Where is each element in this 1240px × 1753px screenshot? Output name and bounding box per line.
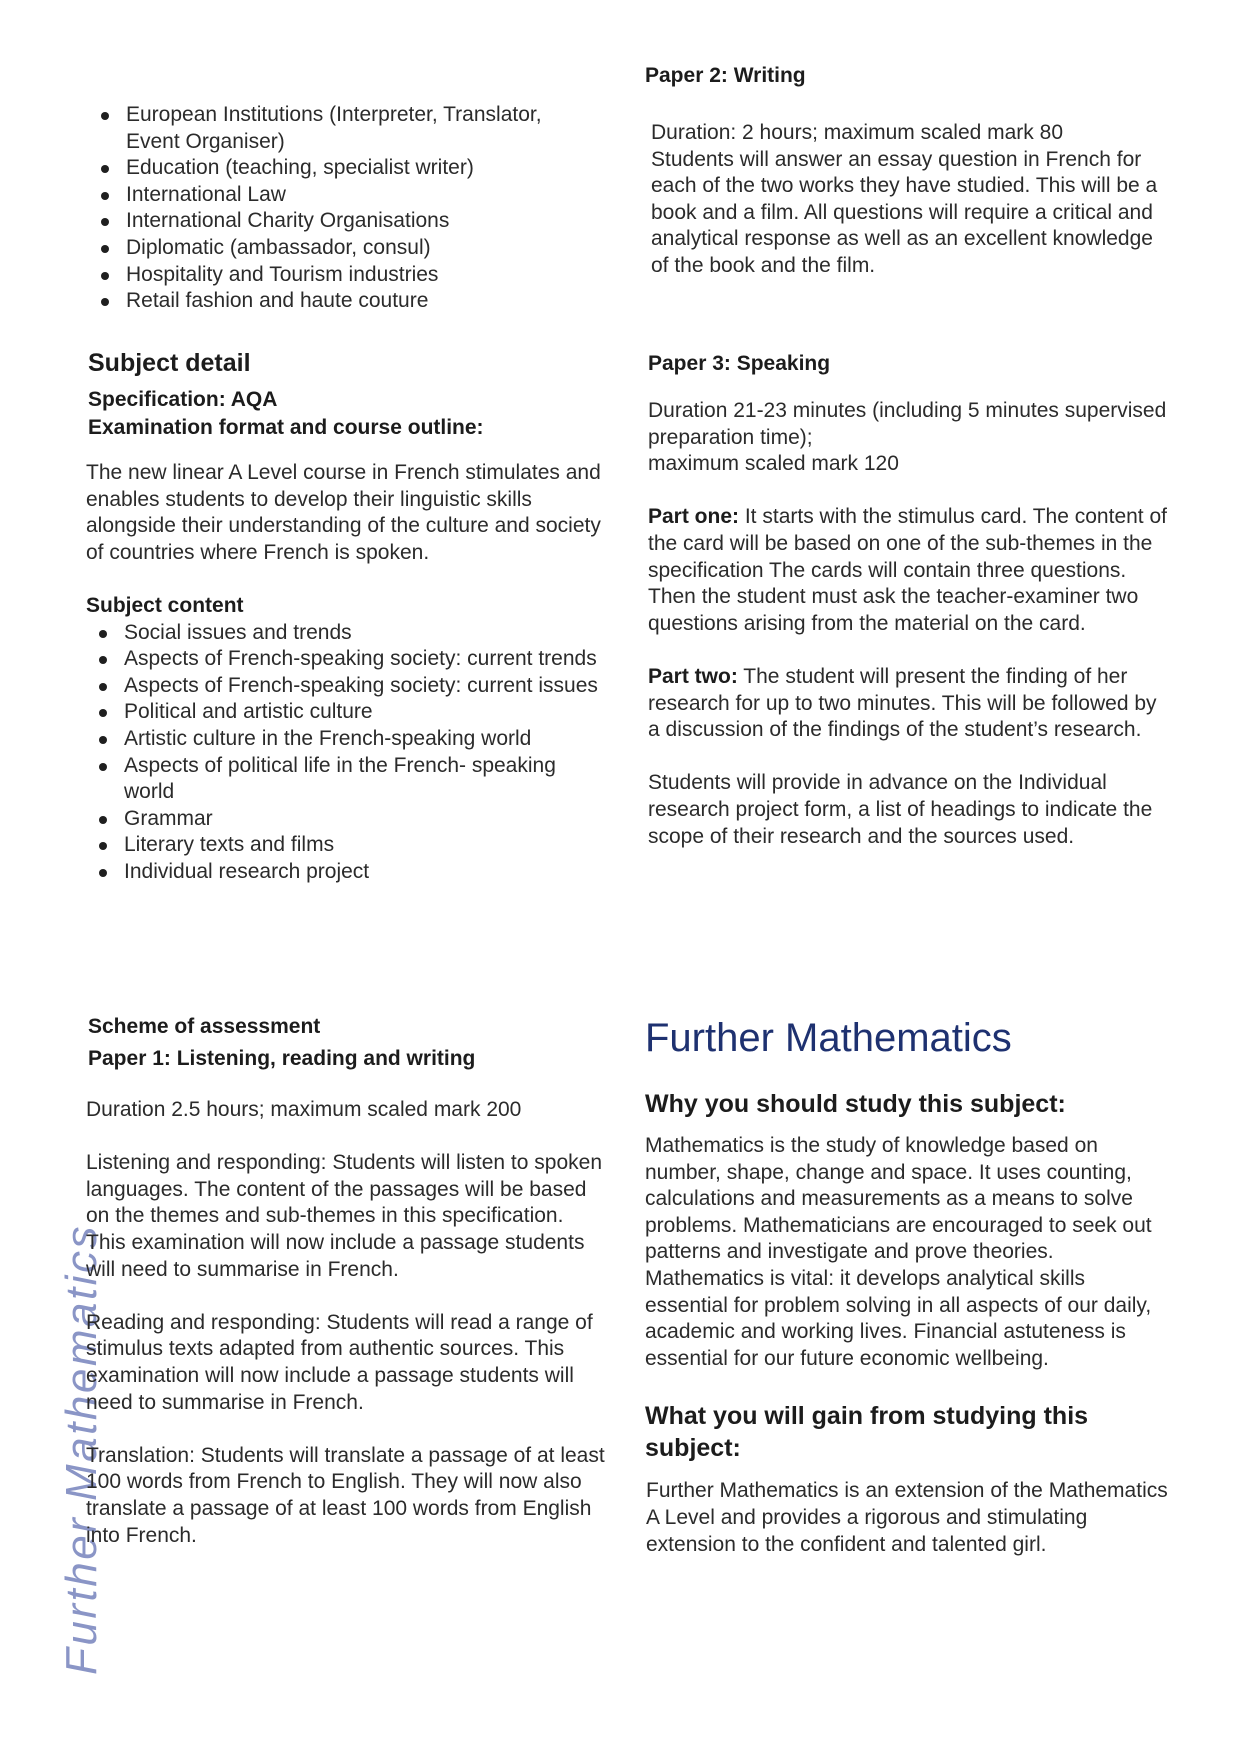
career-list-item: Diplomatic (ambassador, consul): [88, 235, 598, 262]
subject-content-item: Political and artistic culture: [86, 699, 608, 726]
part-one-text: It starts with the stimulus card. The content of the card will be based on one of the sub-themes in the specification The cards will contain three questions. Then the student must ask the teacher-examiner two questions arising from the material on the card.: [648, 505, 1167, 635]
scheme-heading: Scheme of assessment: [88, 1015, 321, 1038]
why-study-heading: Why you should study this subject:: [645, 1090, 1066, 1118]
paper3-duration: Duration 21-23 minutes (including 5 minutes supervised preparation time);: [648, 399, 1167, 449]
scheme-section: [88, 1013, 608, 1549]
what-gain-heading: What you will gain from studying this subject:: [645, 1402, 1089, 1463]
subject-content-item: Individual research project: [86, 859, 608, 886]
paper3-advance: Students will provide in advance on the Individual research project form, a list of headings to indicate the scope of their research and the sources used.: [648, 771, 1153, 848]
subject-content-item: Social issues and trends: [86, 620, 608, 647]
specification-label: Specification: AQA: [88, 388, 278, 411]
side-title: Further Mathematics: [57, 1224, 106, 1675]
exam-format-label: Examination format and course outline:: [88, 416, 484, 439]
career-list-item: European Institutions (Interpreter, Translator, Event Organiser): [88, 102, 598, 155]
paper2-body: Students will answer an essay question in French for each of the two works they have studied. This will be a book and a film. All questions will require a critical and analytical response as well as an excellent knowledge of the book and the film.: [651, 147, 1158, 277]
part-two-text: The student will present the finding of her research for up to two minutes. This will be followed by a discussion of the findings of the student’s research.: [648, 664, 1157, 742]
career-list-item: Retail fashion and haute couture: [88, 288, 598, 315]
paper3-title: Paper 3: Speaking: [648, 352, 831, 375]
careers-section: [88, 102, 598, 315]
what-gain-body: Further Mathematics is an extension of the Mathematics A Level and provides a rigorous and stimulating extension to the confident and talented girl.: [646, 1479, 1168, 1556]
paper1-translation: Translation: Students will translate a passage of at least 100 words from French to English. They will now also translate a passage of at least 100 words from English into French.: [86, 1443, 605, 1547]
subject-content-heading: Subject content: [86, 593, 244, 617]
paper3-section: [648, 350, 1168, 850]
subject-content-list: [86, 620, 608, 886]
further-maths-title: Further Mathematics: [645, 1016, 1012, 1060]
subject-content-item: Aspects of French-speaking society: current trends: [86, 646, 608, 673]
career-list-item: International Charity Organisations: [88, 208, 598, 235]
paper1-duration: Duration 2.5 hours; maximum scaled mark 200: [86, 1098, 522, 1121]
subject-content-item: Aspects of political life in the French- speaking world: [86, 753, 608, 806]
paper1-title: Paper 1: Listening, reading and writing: [88, 1047, 476, 1070]
subject-content-item: Aspects of French-speaking society: current issues: [86, 673, 608, 700]
subject-content-item: Literary texts and films: [86, 832, 608, 859]
paper3-part-two: [648, 664, 1168, 744]
career-list-item: International Law: [88, 182, 598, 209]
paper1-listening: Listening and responding: Students will listen to spoken languages. The content of the passages will be based on the themes and sub-themes in this specification. This examination will now include a passage students will need to summarise in French.: [86, 1151, 602, 1281]
paper3-max-mark: maximum scaled mark 120: [648, 452, 899, 476]
subject-detail-section: [88, 348, 608, 886]
subject-detail-heading: Subject detail: [88, 349, 251, 377]
careers-list: [88, 102, 598, 315]
part-one-label: Part one:: [648, 505, 740, 529]
career-list-item: Hospitality and Tourism industries: [88, 262, 598, 289]
further-maths-section: [645, 1015, 1170, 1558]
subject-content-item: Artistic culture in the French-speaking world: [86, 726, 608, 753]
career-list-item: Education (teaching, specialist writer): [88, 155, 598, 182]
subject-content-item: Grammar: [86, 806, 608, 833]
subject-intro: The new linear A Level course in French stimulates and enables students to develop their linguistic skills alongside their understanding of the culture and society of countries where French is spoken.: [86, 461, 601, 564]
part-two-label: Part two:: [648, 664, 738, 688]
why-study-body: Mathematics is the study of knowledge based on number, shape, change and space. It uses counting, calculations and measurements as a means to solve problems. Mathematicians are encouraged to seek out patterns and investigate and prove theories. Mathematics is vital: it develops analytical skills essential for problem solving in all aspects of our daily, academic and working lives. Financial astuteness is essential for our future economic wellbeing.: [645, 1134, 1152, 1370]
paper2-duration: Duration: 2 hours; maximum scaled mark 80: [651, 121, 1063, 144]
paper3-part-one: [648, 504, 1168, 637]
paper2-section: [645, 62, 1165, 280]
paper1-reading: Reading and responding: Students will read a range of stimulus texts adapted from authentic sources. This examination will now include a passage students will need to summarise in French.: [86, 1310, 593, 1414]
paper2-title: Paper 2: Writing: [645, 64, 806, 87]
